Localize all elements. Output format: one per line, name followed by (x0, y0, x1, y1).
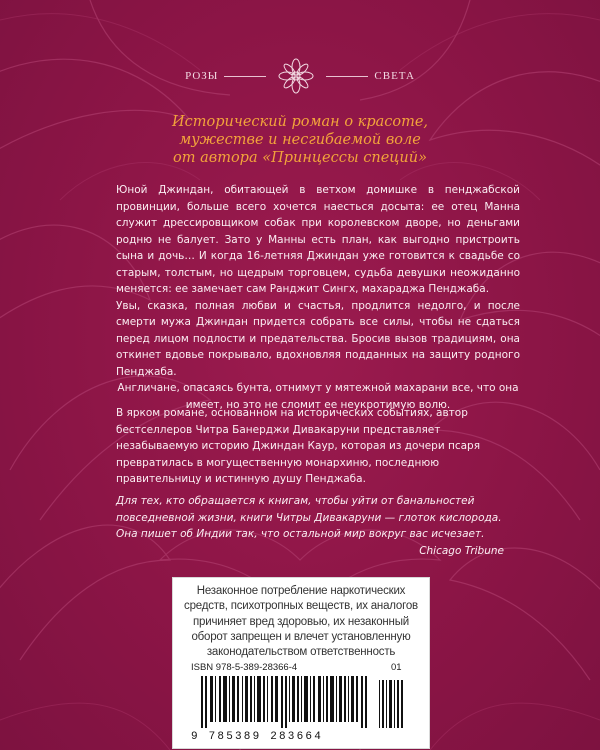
description-paragraph: Англичане, опасаясь бунта, отнимут у мятежной махарани все, что она имеет, но это не сломит ее неукротимую волю. (117, 382, 519, 411)
review-paragraph: В ярком романе, основанном на исторических событиях, автор бестселлеров Читра Банерджи Дивакаруни представляет незабываемую историю Джиндан Каур, которая из дочери псаря превратилась в могущественную монархиню, последнюю правительницу и истинную душу Пенджаба. (116, 407, 481, 485)
series-rule-right (326, 76, 368, 77)
legal-warning: Незаконное потребление наркотических средств, психотропных веществ, их аналогов причиняет вред здоровью, их незаконный оборот запрещен и влечет установленную законодательством ответственность (184, 585, 418, 659)
press-quote (116, 493, 526, 559)
rose-flower-icon (276, 56, 316, 96)
ean-addon-barcode (379, 676, 405, 728)
description (116, 182, 520, 413)
barcode-number: 9 785389 283664 (191, 731, 324, 743)
series-logo (0, 46, 600, 106)
description-paragraph: Юной Джиндан, обитающей в ветхом домишке в пенджабской провинции, больше всего хочется наесться досыта: ее отец Манна служит дрессировщиком собак при королевском дворе, но деньгами родню не балует. Зато у Манны есть план, как выгодно пристроить сына и дочь… И когда 16-летняя Джиндан уже готовится к свадьбе со старым, толстым, но щедрым торговцем, судьба девушки неожиданно меняется: ее замечает сам Ранджит Сингх, махараджа Пенджаба. (116, 184, 520, 295)
series-rule-left (224, 76, 266, 77)
isbn-addon-label: 01 (391, 662, 402, 673)
quote-text: Для тех, кто обращается к книгам, чтобы уйти от банальностей повседневной жизни, книги Читры Дивакаруни — глоток кислорода. Она пишет об Индии так, что остальной мир вокруг вас исчезает. (116, 495, 502, 540)
legal-barcode-box (172, 577, 430, 749)
description-paragraph: Увы, сказка, полная любви и счастья, продлится недолго, и после смерти мужа Джиндан придется собрать все силы, чтобы не сдаться перед лицом подлости и предательства. Бросив вызов традициям, она откинет вдовье покрывало, вдохновляя подданных на защиту родного Пенджаба. (116, 299, 520, 378)
isbn-label: ISBN 978-5-389-28366-4 (191, 662, 298, 673)
tagline (0, 113, 600, 167)
series-label-right: СВЕТА (374, 70, 415, 82)
tagline-line: мужестве и несгибаемой воле (179, 132, 421, 148)
tagline-line: Исторический роман о красоте, (171, 114, 429, 130)
tagline-line: от автора «Принцессы специй» (173, 150, 427, 166)
series-label-left: РОЗЫ (185, 70, 219, 82)
ean-barcode (201, 676, 373, 728)
quote-source: Chicago Tribune (419, 544, 504, 557)
